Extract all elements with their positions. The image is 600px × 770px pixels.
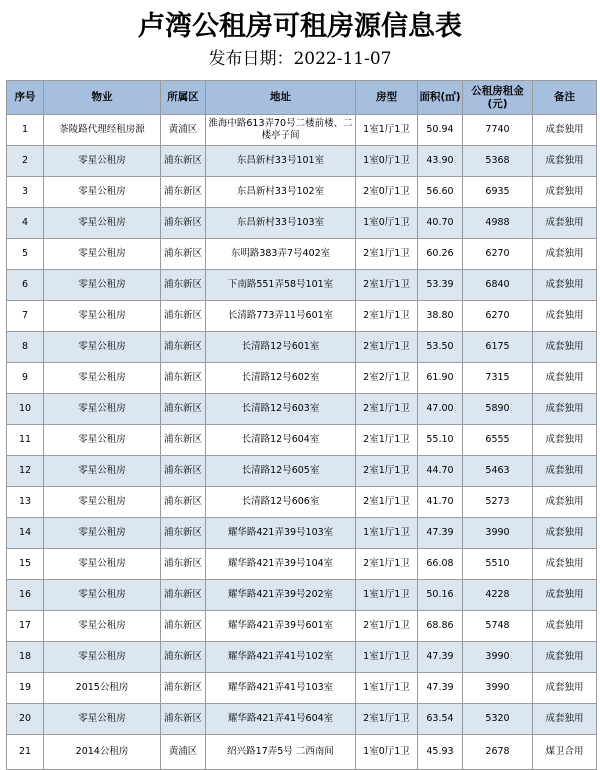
cell-layout: 2室1厅1卫 [356,456,418,487]
table-body [7,115,597,770]
cell-address: 耀华路421弄41号102室 [206,642,356,673]
cell-district: 浦东新区 [161,394,206,425]
table-row [7,146,597,177]
cell-property: 零星公租房 [44,270,161,301]
cell-address: 耀华路421弄39号104室 [206,549,356,580]
cell-district: 浦东新区 [161,332,206,363]
cell-area: 47.00 [418,394,463,425]
cell-rent: 6270 [463,301,533,332]
cell-no: 12 [7,456,44,487]
cell-address: 耀华路421弄41号604室 [206,704,356,735]
cell-no: 2 [7,146,44,177]
cell-layout: 2室0厅1卫 [356,177,418,208]
cell-no: 18 [7,642,44,673]
cell-remark: 成套独用 [533,146,597,177]
publish-date: 发布日期：2022-11-07 [208,49,392,69]
cell-no: 17 [7,611,44,642]
cell-area: 41.70 [418,487,463,518]
cell-rent: 4988 [463,208,533,239]
cell-layout: 2室1厅1卫 [356,270,418,301]
listing-table [6,80,597,770]
cell-district: 浦东新区 [161,270,206,301]
table-header-row [7,81,597,115]
cell-district: 浦东新区 [161,177,206,208]
cell-remark: 煤卫合用 [533,735,597,770]
cell-layout: 2室1厅1卫 [356,704,418,735]
cell-layout: 2室1厅1卫 [356,239,418,270]
cell-address: 下南路551弄58号101室 [206,270,356,301]
cell-district: 黄浦区 [161,115,206,146]
cell-rent: 2678 [463,735,533,770]
cell-area: 53.39 [418,270,463,301]
cell-rent: 5320 [463,704,533,735]
cell-remark: 成套独用 [533,704,597,735]
cell-rent: 5463 [463,456,533,487]
cell-rent: 6840 [463,270,533,301]
cell-area: 56.60 [418,177,463,208]
cell-area: 45.93 [418,735,463,770]
cell-remark: 成套独用 [533,270,597,301]
cell-property: 零星公租房 [44,518,161,549]
cell-no: 20 [7,704,44,735]
table-row [7,487,597,518]
cell-property: 2014公租房 [44,735,161,770]
cell-district: 浦东新区 [161,425,206,456]
table-row [7,642,597,673]
cell-rent: 5273 [463,487,533,518]
cell-no: 1 [7,115,44,146]
cell-area: 60.26 [418,239,463,270]
cell-layout: 2室1厅1卫 [356,425,418,456]
cell-address: 长清路12号601室 [206,332,356,363]
table-row [7,580,597,611]
cell-district: 浦东新区 [161,208,206,239]
cell-rent: 6270 [463,239,533,270]
header-remark: 备注 [533,81,597,115]
table-row [7,425,597,456]
cell-rent: 7315 [463,363,533,394]
cell-layout: 2室1厅1卫 [356,332,418,363]
cell-property: 零星公租房 [44,146,161,177]
cell-address: 绍兴路17弄5号 二西南间 [206,735,356,770]
cell-district: 浦东新区 [161,518,206,549]
cell-remark: 成套独用 [533,301,597,332]
cell-remark: 成套独用 [533,425,597,456]
table-row [7,239,597,270]
cell-address: 东昌新村33号103室 [206,208,356,239]
cell-layout: 1室1厅1卫 [356,580,418,611]
cell-layout: 1室1厅1卫 [356,642,418,673]
cell-layout: 1室1厅1卫 [356,518,418,549]
cell-no: 4 [7,208,44,239]
cell-district: 浦东新区 [161,301,206,332]
cell-address: 耀华路421弄39号601室 [206,611,356,642]
cell-no: 5 [7,239,44,270]
table-row [7,208,597,239]
cell-property: 零星公租房 [44,301,161,332]
cell-district: 浦东新区 [161,456,206,487]
cell-district: 浦东新区 [161,611,206,642]
cell-remark: 成套独用 [533,518,597,549]
table-row [7,177,597,208]
cell-area: 47.39 [418,673,463,704]
cell-no: 21 [7,735,44,770]
cell-no: 3 [7,177,44,208]
cell-remark: 成套独用 [533,177,597,208]
header-district: 所属区 [161,81,206,115]
cell-area: 63.54 [418,704,463,735]
cell-remark: 成套独用 [533,208,597,239]
cell-layout: 1室0厅1卫 [356,208,418,239]
header-address: 地址 [206,81,356,115]
header-layout: 房型 [356,81,418,115]
cell-remark: 成套独用 [533,394,597,425]
cell-layout: 1室0厅1卫 [356,146,418,177]
cell-area: 44.70 [418,456,463,487]
table-row [7,704,597,735]
cell-remark: 成套独用 [533,673,597,704]
cell-address: 长清路12号605室 [206,456,356,487]
cell-address: 东昌新村33号102室 [206,177,356,208]
cell-district: 浦东新区 [161,673,206,704]
cell-no: 16 [7,580,44,611]
cell-no: 13 [7,487,44,518]
cell-no: 19 [7,673,44,704]
cell-property: 零星公租房 [44,363,161,394]
cell-property: 茶陵路代理经租房源 [44,115,161,146]
cell-remark: 成套独用 [533,456,597,487]
cell-rent: 3990 [463,518,533,549]
cell-property: 零星公租房 [44,394,161,425]
cell-address: 长清路12号604室 [206,425,356,456]
cell-area: 38.80 [418,301,463,332]
cell-layout: 2室1厅1卫 [356,549,418,580]
table-row [7,518,597,549]
header-area: 面积(㎡) [418,81,463,115]
table-row [7,673,597,704]
cell-property: 零星公租房 [44,456,161,487]
cell-remark: 成套独用 [533,363,597,394]
cell-property: 零星公租房 [44,580,161,611]
cell-area: 66.08 [418,549,463,580]
table-row [7,270,597,301]
cell-rent: 7740 [463,115,533,146]
cell-rent: 5890 [463,394,533,425]
cell-area: 55.10 [418,425,463,456]
cell-layout: 1室1厅1卫 [356,115,418,146]
cell-area: 50.16 [418,580,463,611]
table-row [7,363,597,394]
cell-no: 9 [7,363,44,394]
cell-no: 11 [7,425,44,456]
cell-no: 8 [7,332,44,363]
cell-address: 长清路12号603室 [206,394,356,425]
cell-remark: 成套独用 [533,549,597,580]
cell-area: 61.90 [418,363,463,394]
cell-address: 长清路12号602室 [206,363,356,394]
cell-address: 耀华路421弄39号103室 [206,518,356,549]
cell-no: 15 [7,549,44,580]
cell-remark: 成套独用 [533,332,597,363]
cell-rent: 5748 [463,611,533,642]
cell-property: 零星公租房 [44,549,161,580]
table-row [7,301,597,332]
table-row [7,456,597,487]
cell-property: 零星公租房 [44,208,161,239]
cell-address: 长清路12号606室 [206,487,356,518]
cell-layout: 2室2厅1卫 [356,363,418,394]
cell-layout: 2室1厅1卫 [356,487,418,518]
cell-remark: 成套独用 [533,239,597,270]
cell-rent: 5510 [463,549,533,580]
cell-layout: 1室1厅1卫 [356,673,418,704]
table-row [7,115,597,146]
cell-property: 2015公租房 [44,673,161,704]
cell-property: 零星公租房 [44,239,161,270]
cell-area: 47.39 [418,642,463,673]
cell-area: 47.39 [418,518,463,549]
cell-district: 浦东新区 [161,239,206,270]
cell-layout: 2室1厅1卫 [356,611,418,642]
cell-layout: 2室1厅1卫 [356,394,418,425]
header-no: 序号 [7,81,44,115]
cell-remark: 成套独用 [533,115,597,146]
table-row [7,394,597,425]
cell-district: 黄浦区 [161,735,206,770]
cell-district: 浦东新区 [161,580,206,611]
cell-district: 浦东新区 [161,549,206,580]
cell-property: 零星公租房 [44,704,161,735]
cell-area: 43.90 [418,146,463,177]
cell-remark: 成套独用 [533,642,597,673]
cell-no: 7 [7,301,44,332]
cell-property: 零星公租房 [44,642,161,673]
cell-address: 东明路383弄7号402室 [206,239,356,270]
table-row [7,549,597,580]
cell-area: 50.94 [418,115,463,146]
cell-layout: 2室1厅1卫 [356,301,418,332]
cell-address: 淮海中路613弄70号二楼前楼、二楼亭子间 [206,115,356,146]
cell-no: 10 [7,394,44,425]
cell-property: 零星公租房 [44,487,161,518]
cell-district: 浦东新区 [161,146,206,177]
cell-property: 零星公租房 [44,425,161,456]
cell-layout: 1室0厅1卫 [356,735,418,770]
cell-no: 6 [7,270,44,301]
header-rent: 公租房租金(元) [463,81,533,115]
cell-address: 东昌新村33号101室 [206,146,356,177]
cell-property: 零星公租房 [44,332,161,363]
cell-district: 浦东新区 [161,363,206,394]
cell-rent: 6555 [463,425,533,456]
cell-district: 浦东新区 [161,487,206,518]
cell-rent: 5368 [463,146,533,177]
cell-rent: 4228 [463,580,533,611]
cell-no: 14 [7,518,44,549]
cell-rent: 3990 [463,673,533,704]
cell-rent: 6175 [463,332,533,363]
cell-address: 耀华路421弄39号202室 [206,580,356,611]
page-title: 卢湾公租房可租房源信息表 [138,11,462,42]
cell-address: 长清路773弄11号601室 [206,301,356,332]
cell-address: 耀华路421弄41号103室 [206,673,356,704]
cell-area: 40.70 [418,208,463,239]
header-property: 物业 [44,81,161,115]
cell-district: 浦东新区 [161,642,206,673]
cell-area: 68.86 [418,611,463,642]
cell-remark: 成套独用 [533,580,597,611]
cell-area: 53.50 [418,332,463,363]
cell-property: 零星公租房 [44,177,161,208]
cell-district: 浦东新区 [161,704,206,735]
cell-remark: 成套独用 [533,611,597,642]
table-row [7,735,597,770]
table-row [7,332,597,363]
cell-rent: 6935 [463,177,533,208]
cell-remark: 成套独用 [533,487,597,518]
cell-rent: 3990 [463,642,533,673]
table-row [7,611,597,642]
cell-property: 零星公租房 [44,611,161,642]
